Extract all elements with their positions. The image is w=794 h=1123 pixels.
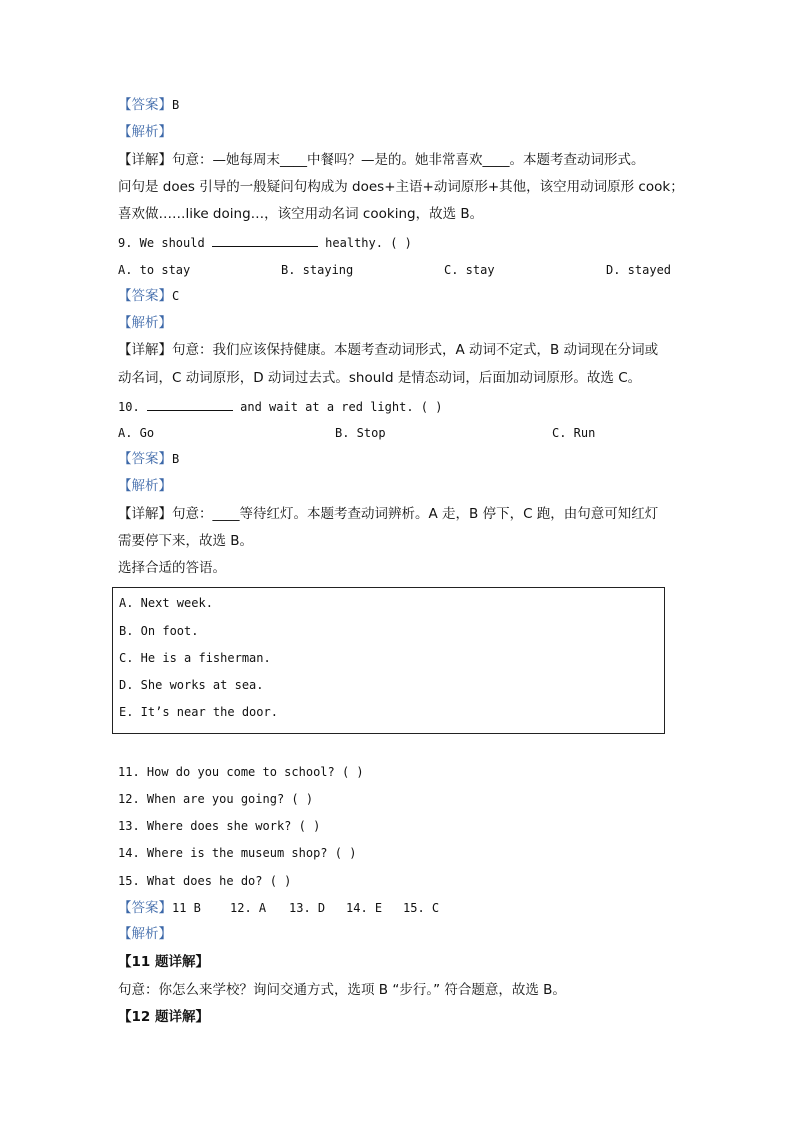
box-option-c: C. He is a fisherman. (119, 651, 271, 665)
detail-line-8-2: 问句是 does 引导的一般疑问句构成为 does+主语+动词原形+其他，该空用动词原形 cook； (118, 179, 684, 195)
box-option-b: B. On foot. (119, 624, 199, 638)
answer-blank (212, 234, 318, 247)
detail-line-8-1 (118, 151, 645, 169)
answer-label: 【答案】 (118, 288, 172, 304)
analysis-label-8 (118, 123, 172, 142)
detail-label: 【详解】 (118, 506, 172, 522)
answer-value: B (172, 452, 180, 466)
box-option-d: D. She works at sea. (119, 678, 264, 692)
detail-line-9-1 (118, 341, 658, 359)
question-prefix: 9. We should (118, 236, 205, 250)
option-b: B. Stop (335, 426, 386, 440)
answer-11: 11 B (172, 901, 201, 915)
question-suffix: healthy. ( ) (325, 236, 412, 250)
analysis-label-11-15 (118, 925, 172, 944)
option-b: B. staying (281, 263, 354, 277)
detail-label: 【详解】 (118, 342, 172, 358)
question-11: 11. How do you come to school? ( ) (118, 765, 364, 779)
answer-13: 13. D (289, 901, 326, 915)
detail-11-title: 【11 题详解】 (118, 954, 209, 970)
box-option-e: E. It’s near the door. (119, 705, 278, 719)
answer-12: 12. A (230, 901, 267, 915)
detail-line-10-1 (118, 505, 658, 523)
detail-text: 句意：—她每周末____中餐吗？—是的。她非常喜欢____。本题考查动词形式。 (172, 152, 645, 168)
answer-value: B (172, 98, 180, 112)
answer-row-8 (118, 96, 179, 115)
analysis-label: 【解析】 (118, 926, 172, 942)
answer-value: C (172, 289, 180, 303)
answer-blank (147, 398, 233, 411)
analysis-label: 【解析】 (118, 124, 172, 140)
question-9 (118, 234, 412, 252)
answer-14: 14. E (346, 901, 383, 915)
detail-line-10-2: 需要停下来，故选 B。 (118, 533, 254, 549)
answer-row-11-15 (118, 899, 439, 918)
detail-text: 句意：我们应该保持健康。本题考查动词形式，A 动词不定式，B 动词现在分词或 (172, 342, 659, 358)
analysis-label-9 (118, 314, 172, 333)
question-14: 14. Where is the museum shop? ( ) (118, 846, 357, 860)
option-a: A. Go (118, 426, 155, 440)
options-box (112, 587, 665, 734)
option-a: A. to stay (118, 263, 191, 277)
answer-label: 【答案】 (118, 900, 172, 916)
detail-11-text: 句意：你怎么来学校？询问交通方式，选项 B “步行。” 符合题意，故选 B。 (118, 982, 566, 998)
answer-15: 15. C (403, 901, 440, 915)
question-10 (118, 398, 442, 416)
box-option-a: A. Next week. (119, 596, 213, 610)
detail-line-9-2: 动名词，C 动词原形，D 动词过去式。should 是情态动词，后面加动词原形。故选 C。 (118, 370, 642, 386)
answer-label: 【答案】 (118, 97, 172, 113)
option-c: C. stay (444, 263, 495, 277)
option-c: C. Run (552, 426, 596, 440)
detail-12-title: 【12 题详解】 (118, 1009, 209, 1025)
detail-line-8-3: 喜欢做……like doing…，该空用动名词 cooking，故选 B。 (118, 206, 484, 222)
option-d: D. stayed (606, 263, 672, 277)
question-15: 15. What does he do? ( ) (118, 874, 292, 888)
section-title: 选择合适的答语。 (118, 560, 226, 576)
question-suffix: and wait at a red light. ( ) (240, 400, 443, 414)
answer-row-10 (118, 450, 179, 469)
answer-label: 【答案】 (118, 451, 172, 467)
analysis-label-10 (118, 477, 172, 496)
analysis-label: 【解析】 (118, 315, 172, 331)
answer-row-9 (118, 287, 179, 306)
question-prefix: 10. (118, 400, 140, 414)
detail-text: 句意：____等待红灯。本题考查动词辨析。A 走，B 停下，C 跑，由句意可知红灯 (172, 506, 659, 522)
question-13: 13. Where does she work? ( ) (118, 819, 321, 833)
question-12: 12. When are you going? ( ) (118, 792, 314, 806)
detail-label: 【详解】 (118, 152, 172, 168)
analysis-label: 【解析】 (118, 478, 172, 494)
